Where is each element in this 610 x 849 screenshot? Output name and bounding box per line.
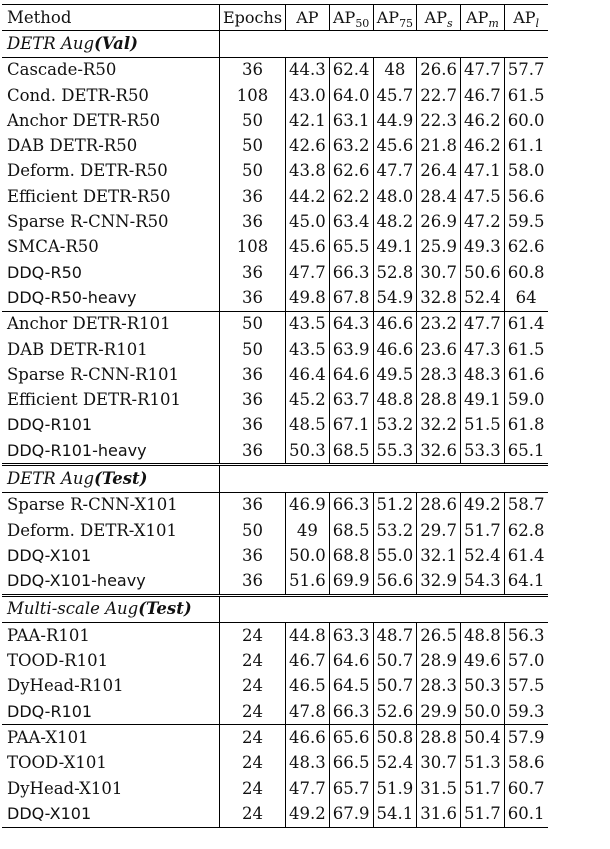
table-row xyxy=(2,235,548,260)
ap75-cell: 54.1 xyxy=(373,801,417,827)
apm-cell: 46.2 xyxy=(461,108,505,133)
table-row xyxy=(2,108,548,133)
section-title-spacer xyxy=(504,595,547,622)
apm-cell: 52.4 xyxy=(461,285,505,311)
ap75-cell: 45.6 xyxy=(373,133,417,158)
ap50-cell: 64.6 xyxy=(329,648,373,673)
apl-cell: 57.0 xyxy=(507,651,545,671)
ap-cell: 45.2 xyxy=(286,387,330,412)
apl-cell: 60.8 xyxy=(507,262,545,282)
aps-cell: 30.7 xyxy=(417,751,461,776)
apl-cell: 59.3 xyxy=(507,701,545,721)
table-row xyxy=(2,57,548,83)
apm-cell: 47.2 xyxy=(461,209,505,234)
section-title xyxy=(2,595,220,622)
epochs-cell: 50 xyxy=(220,108,286,133)
apm-cell: 50.0 xyxy=(461,699,505,725)
ap50-cell: 67.8 xyxy=(329,285,373,311)
apl-cell: 57.5 xyxy=(507,676,545,696)
apm-cell: 47.1 xyxy=(461,159,505,184)
method-cell: DDQ-R50-heavy xyxy=(2,285,220,311)
aps-cell: 23.6 xyxy=(417,337,461,362)
section-title-tag: (Val) xyxy=(94,33,138,53)
epochs-cell: 36 xyxy=(220,285,286,311)
section-title-row xyxy=(2,31,548,57)
apm-cell: 51.7 xyxy=(461,518,505,543)
method-cell: DDQ-R101 xyxy=(2,413,220,438)
apl-cell: 60.0 xyxy=(507,110,545,130)
section-title xyxy=(2,465,220,492)
section-title-spacer xyxy=(373,465,417,492)
aps-cell: 32.8 xyxy=(417,285,461,311)
ap75-cell: 51.9 xyxy=(373,776,417,801)
table-row xyxy=(2,133,548,158)
ap-cell: 46.4 xyxy=(286,362,330,387)
ap75-cell: 44.9 xyxy=(373,108,417,133)
table-row xyxy=(2,543,548,568)
ap50-cell: 62.2 xyxy=(329,184,373,209)
section-title-spacer xyxy=(286,595,330,622)
ap75-cell: 50.7 xyxy=(373,648,417,673)
ap75-cell: 56.6 xyxy=(373,569,417,596)
ap-cell: 43.0 xyxy=(286,83,330,108)
ap75-cell: 51.2 xyxy=(373,492,417,518)
apl-cell: 59.5 xyxy=(507,212,545,232)
ap50-cell: 66.3 xyxy=(329,699,373,725)
section-title-spacer xyxy=(220,465,286,492)
header-epochs: Epochs xyxy=(220,5,286,31)
apm-cell: 50.6 xyxy=(461,260,505,285)
apl-cell: 64 xyxy=(515,287,537,307)
apl-cell: 56.6 xyxy=(507,186,545,206)
apl-cell: 60.7 xyxy=(507,778,545,798)
epochs-cell: 36 xyxy=(220,57,286,83)
apm-cell: 46.7 xyxy=(461,83,505,108)
method-cell: Cond. DETR-R50 xyxy=(2,83,220,108)
aps-cell: 32.2 xyxy=(417,413,461,438)
aps-cell: 29.9 xyxy=(417,699,461,725)
table-row xyxy=(2,623,548,649)
epochs-cell: 36 xyxy=(220,362,286,387)
header-ap75: $AP_{75}$ xyxy=(373,5,417,31)
aps-cell: 30.7 xyxy=(417,260,461,285)
header-method: Method xyxy=(2,5,220,31)
ap-cell: 47.8 xyxy=(286,699,330,725)
aps-cell: 26.6 xyxy=(417,57,461,83)
ap75-cell: 48.0 xyxy=(373,184,417,209)
ap50-cell: 63.9 xyxy=(329,337,373,362)
ap-cell: 49.8 xyxy=(286,285,330,311)
ap-cell: 46.7 xyxy=(286,648,330,673)
section-title-row xyxy=(2,465,548,492)
table-row xyxy=(2,362,548,387)
section-title-tag: (Test) xyxy=(138,599,192,619)
ap50-cell: 68.5 xyxy=(329,518,373,543)
table-row xyxy=(2,674,548,699)
epochs-cell: 24 xyxy=(220,725,286,751)
method-cell: Efficient DETR-R101 xyxy=(2,387,220,412)
apm-cell: 54.3 xyxy=(461,569,505,596)
method-cell: PAA-X101 xyxy=(2,725,220,751)
apm-cell: 47.7 xyxy=(461,57,505,83)
method-cell: Deform. DETR-R50 xyxy=(2,159,220,184)
apm-cell: 47.3 xyxy=(461,337,505,362)
table-row xyxy=(2,311,548,337)
ap75-cell: 52.8 xyxy=(373,260,417,285)
table-row xyxy=(2,801,548,827)
ap50-cell: 63.7 xyxy=(329,387,373,412)
method-cell: Deform. DETR-X101 xyxy=(2,518,220,543)
ap75-cell: 50.7 xyxy=(373,674,417,699)
ap-cell: 44.8 xyxy=(286,623,330,649)
section-title-spacer xyxy=(220,31,286,57)
ap75-cell: 50.8 xyxy=(373,725,417,751)
method-cell: Sparse R-CNN-X101 xyxy=(2,492,220,518)
epochs-cell: 36 xyxy=(220,184,286,209)
apl-cell: 61.5 xyxy=(507,339,545,359)
section-title-spacer xyxy=(286,465,330,492)
ap75-cell: 48.2 xyxy=(373,209,417,234)
ap50-cell: 66.3 xyxy=(329,260,373,285)
aps-cell: 32.1 xyxy=(417,543,461,568)
method-cell: DDQ-X101-heavy xyxy=(2,569,220,596)
apm-cell: 46.2 xyxy=(461,133,505,158)
method-cell: SMCA-R50 xyxy=(2,235,220,260)
section-title-spacer xyxy=(329,31,373,57)
ap50-cell: 63.2 xyxy=(329,133,373,158)
apm-cell: 49.1 xyxy=(461,387,505,412)
section-title-tag: (Test) xyxy=(94,468,148,488)
method-cell: TOOD-X101 xyxy=(2,751,220,776)
method-cell: DAB DETR-R101 xyxy=(2,337,220,362)
section-title-spacer xyxy=(286,31,330,57)
epochs-cell: 36 xyxy=(220,413,286,438)
apm-cell: 49.6 xyxy=(461,648,505,673)
table-row xyxy=(2,438,548,465)
header-row xyxy=(2,5,548,31)
section-title-spacer xyxy=(504,465,547,492)
ap50-cell: 63.3 xyxy=(329,623,373,649)
ap50-cell: 62.6 xyxy=(329,159,373,184)
ap50-cell: 65.6 xyxy=(329,725,373,751)
table-row xyxy=(2,413,548,438)
ap-cell: 49 xyxy=(286,518,330,543)
apm-cell: 51.7 xyxy=(461,776,505,801)
ap75-cell: 49.5 xyxy=(373,362,417,387)
table-row xyxy=(2,260,548,285)
method-cell: DyHead-R101 xyxy=(2,674,220,699)
aps-cell: 31.6 xyxy=(417,801,461,827)
epochs-cell: 50 xyxy=(220,518,286,543)
apm-cell: 50.3 xyxy=(461,674,505,699)
section-title xyxy=(2,31,220,57)
method-cell: Anchor DETR-R50 xyxy=(2,108,220,133)
aps-cell: 23.2 xyxy=(417,311,461,337)
apl-cell: 61.4 xyxy=(507,545,545,565)
ap-cell: 46.9 xyxy=(286,492,330,518)
ap-cell: 50.0 xyxy=(286,543,330,568)
apm-cell: 49.2 xyxy=(461,492,505,518)
apl-cell: 58.7 xyxy=(507,495,545,515)
table-row xyxy=(2,209,548,234)
table-row xyxy=(2,776,548,801)
aps-cell: 26.5 xyxy=(417,623,461,649)
apl-cell: 58.6 xyxy=(507,753,545,773)
ap75-cell: 52.6 xyxy=(373,699,417,725)
ap-cell: 51.6 xyxy=(286,569,330,596)
ap-cell: 42.6 xyxy=(286,133,330,158)
apm-cell: 51.3 xyxy=(461,751,505,776)
ap-cell: 47.7 xyxy=(286,260,330,285)
method-cell: PAA-R101 xyxy=(2,623,220,649)
section-title-spacer xyxy=(461,31,505,57)
apl-cell: 61.6 xyxy=(507,364,545,384)
section-title-spacer xyxy=(329,595,373,622)
ap75-cell: 45.7 xyxy=(373,83,417,108)
ap75-cell: 55.3 xyxy=(373,438,417,465)
aps-cell: 29.7 xyxy=(417,518,461,543)
apm-cell: 48.8 xyxy=(461,623,505,649)
section-title-spacer xyxy=(461,595,505,622)
section-title-spacer xyxy=(220,595,286,622)
apm-cell: 52.4 xyxy=(461,543,505,568)
method-cell: Cascade-R50 xyxy=(2,57,220,83)
header-apl: $AP_l$ xyxy=(504,5,547,31)
apl-cell: 64.1 xyxy=(507,571,545,591)
method-cell: DDQ-X101 xyxy=(2,801,220,827)
ap-cell: 50.3 xyxy=(286,438,330,465)
ap50-cell: 62.4 xyxy=(329,57,373,83)
apl-cell: 57.9 xyxy=(504,725,547,751)
aps-cell: 28.3 xyxy=(417,362,461,387)
ap75-cell: 46.6 xyxy=(373,337,417,362)
header-apm: $AP_m$ xyxy=(461,5,505,31)
aps-cell: 22.3 xyxy=(417,108,461,133)
ap75-cell: 52.4 xyxy=(373,751,417,776)
epochs-cell: 24 xyxy=(220,623,286,649)
section-title-prefix: DETR Aug xyxy=(7,468,95,488)
ap50-cell: 64.3 xyxy=(329,311,373,337)
aps-cell: 26.9 xyxy=(417,209,461,234)
table-row xyxy=(2,699,548,725)
apl-cell: 65.1 xyxy=(507,440,545,460)
section-title-spacer xyxy=(461,465,505,492)
table-row xyxy=(2,725,548,751)
ap-cell: 43.8 xyxy=(286,159,330,184)
epochs-cell: 50 xyxy=(220,159,286,184)
ap50-cell: 63.4 xyxy=(329,209,373,234)
aps-cell: 28.8 xyxy=(417,725,461,751)
apm-cell: 53.3 xyxy=(461,438,505,465)
ap-cell: 49.2 xyxy=(286,801,330,827)
table-row xyxy=(2,569,548,596)
ap75-cell: 54.9 xyxy=(373,285,417,311)
results-table xyxy=(2,4,548,828)
table-row xyxy=(2,285,548,311)
epochs-cell: 24 xyxy=(220,699,286,725)
method-cell: DDQ-R101-heavy xyxy=(2,438,220,465)
section-title-spacer xyxy=(417,31,461,57)
ap50-cell: 64.6 xyxy=(329,362,373,387)
ap75-cell: 49.1 xyxy=(373,235,417,260)
table-row xyxy=(2,518,548,543)
table-row xyxy=(2,492,548,518)
header-aps: $AP_s$ xyxy=(417,5,461,31)
section-title-prefix: Multi-scale Aug xyxy=(7,599,139,619)
aps-cell: 28.9 xyxy=(417,648,461,673)
epochs-cell: 108 xyxy=(220,235,286,260)
ap50-cell: 65.5 xyxy=(329,235,373,260)
aps-cell: 32.9 xyxy=(417,569,461,596)
apl-cell: 56.3 xyxy=(507,625,545,645)
aps-cell: 32.6 xyxy=(417,438,461,465)
ap75-cell: 48.8 xyxy=(373,387,417,412)
section-title-prefix: DETR Aug xyxy=(7,33,95,53)
epochs-cell: 24 xyxy=(220,801,286,827)
ap75-cell: 46.6 xyxy=(373,311,417,337)
ap-cell: 42.1 xyxy=(286,108,330,133)
section-title-spacer xyxy=(373,31,417,57)
method-cell: DDQ-R101 xyxy=(2,699,220,725)
apl-cell: 57.7 xyxy=(507,60,545,80)
table-row xyxy=(2,387,548,412)
apl-cell: 59.0 xyxy=(507,390,545,410)
apl-cell: 58.0 xyxy=(507,161,545,181)
epochs-cell: 24 xyxy=(220,648,286,673)
aps-cell: 28.4 xyxy=(417,184,461,209)
section-title-spacer xyxy=(329,465,373,492)
aps-cell: 28.8 xyxy=(417,387,461,412)
ap75-cell: 48.7 xyxy=(373,623,417,649)
ap50-cell: 67.1 xyxy=(329,413,373,438)
epochs-cell: 24 xyxy=(220,674,286,699)
section-title-spacer xyxy=(373,595,417,622)
header-ap: AP xyxy=(286,5,330,31)
apm-cell: 51.5 xyxy=(461,413,505,438)
epochs-cell: 50 xyxy=(220,133,286,158)
ap75-cell: 55.0 xyxy=(373,543,417,568)
epochs-cell: 50 xyxy=(220,311,286,337)
ap50-cell: 66.5 xyxy=(329,751,373,776)
section-title-spacer xyxy=(417,595,461,622)
ap-cell: 48.3 xyxy=(286,751,330,776)
ap75-cell: 48 xyxy=(373,57,417,83)
epochs-cell: 36 xyxy=(220,543,286,568)
ap-cell: 43.5 xyxy=(286,337,330,362)
epochs-cell: 36 xyxy=(220,438,286,465)
epochs-cell: 24 xyxy=(220,751,286,776)
apm-cell: 48.3 xyxy=(461,362,505,387)
ap50-cell: 65.7 xyxy=(329,776,373,801)
ap50-cell: 68.8 xyxy=(329,543,373,568)
apm-cell: 50.4 xyxy=(461,725,505,751)
apl-cell: 62.8 xyxy=(507,520,545,540)
method-cell: DAB DETR-R50 xyxy=(2,133,220,158)
ap-cell: 45.6 xyxy=(286,235,330,260)
apm-cell: 51.7 xyxy=(461,801,505,827)
aps-cell: 25.9 xyxy=(417,235,461,260)
section-title-spacer xyxy=(504,31,547,57)
epochs-cell: 36 xyxy=(220,492,286,518)
ap-cell: 47.7 xyxy=(286,776,330,801)
ap-cell: 46.6 xyxy=(286,725,330,751)
ap75-cell: 47.7 xyxy=(373,159,417,184)
epochs-cell: 36 xyxy=(220,260,286,285)
aps-cell: 21.8 xyxy=(417,133,461,158)
table-row xyxy=(2,648,548,673)
ap-cell: 48.5 xyxy=(286,413,330,438)
ap50-cell: 67.9 xyxy=(329,801,373,827)
aps-cell: 28.6 xyxy=(417,492,461,518)
table-row xyxy=(2,184,548,209)
ap-cell: 46.5 xyxy=(286,674,330,699)
ap-cell: 44.3 xyxy=(286,57,330,83)
apm-cell: 49.3 xyxy=(461,235,505,260)
header-ap50: $AP_{50}$ xyxy=(329,5,373,31)
table-row xyxy=(2,337,548,362)
ap75-cell: 53.2 xyxy=(373,518,417,543)
ap-cell: 44.2 xyxy=(286,184,330,209)
method-cell: Anchor DETR-R101 xyxy=(2,311,220,337)
ap-cell: 43.5 xyxy=(286,311,330,337)
ap50-cell: 64.5 xyxy=(329,674,373,699)
aps-cell: 31.5 xyxy=(417,776,461,801)
ap50-cell: 68.5 xyxy=(329,438,373,465)
table-row xyxy=(2,751,548,776)
method-cell: Efficient DETR-R50 xyxy=(2,184,220,209)
method-cell: DDQ-X101 xyxy=(2,543,220,568)
ap50-cell: 63.1 xyxy=(329,108,373,133)
aps-cell: 26.4 xyxy=(417,159,461,184)
method-cell: DDQ-R50 xyxy=(2,260,220,285)
method-cell: Sparse R-CNN-R50 xyxy=(2,209,220,234)
apl-cell: 61.8 xyxy=(507,415,545,435)
section-title-row xyxy=(2,595,548,622)
ap-cell: 45.0 xyxy=(286,209,330,234)
method-cell: Sparse R-CNN-R101 xyxy=(2,362,220,387)
ap75-cell: 53.2 xyxy=(373,413,417,438)
epochs-cell: 36 xyxy=(220,387,286,412)
apl-cell: 62.6 xyxy=(507,237,545,257)
apl-cell: 61.1 xyxy=(507,136,545,156)
epochs-cell: 24 xyxy=(220,776,286,801)
table-body xyxy=(2,31,548,827)
table-row xyxy=(2,159,548,184)
apl-cell: 60.1 xyxy=(504,801,547,827)
apm-cell: 47.7 xyxy=(461,311,505,337)
epochs-cell: 50 xyxy=(220,337,286,362)
method-cell: TOOD-R101 xyxy=(2,648,220,673)
epochs-cell: 108 xyxy=(220,83,286,108)
method-cell: DyHead-X101 xyxy=(2,776,220,801)
ap50-cell: 64.0 xyxy=(329,83,373,108)
epochs-cell: 36 xyxy=(220,569,286,596)
apm-cell: 47.5 xyxy=(461,184,505,209)
ap50-cell: 66.3 xyxy=(329,492,373,518)
aps-cell: 22.7 xyxy=(417,83,461,108)
apl-cell: 61.4 xyxy=(504,311,547,337)
table-row xyxy=(2,83,548,108)
epochs-cell: 36 xyxy=(220,209,286,234)
ap50-cell: 69.9 xyxy=(329,569,373,596)
apl-cell: 61.5 xyxy=(507,85,545,105)
aps-cell: 28.3 xyxy=(417,674,461,699)
section-title-spacer xyxy=(417,465,461,492)
